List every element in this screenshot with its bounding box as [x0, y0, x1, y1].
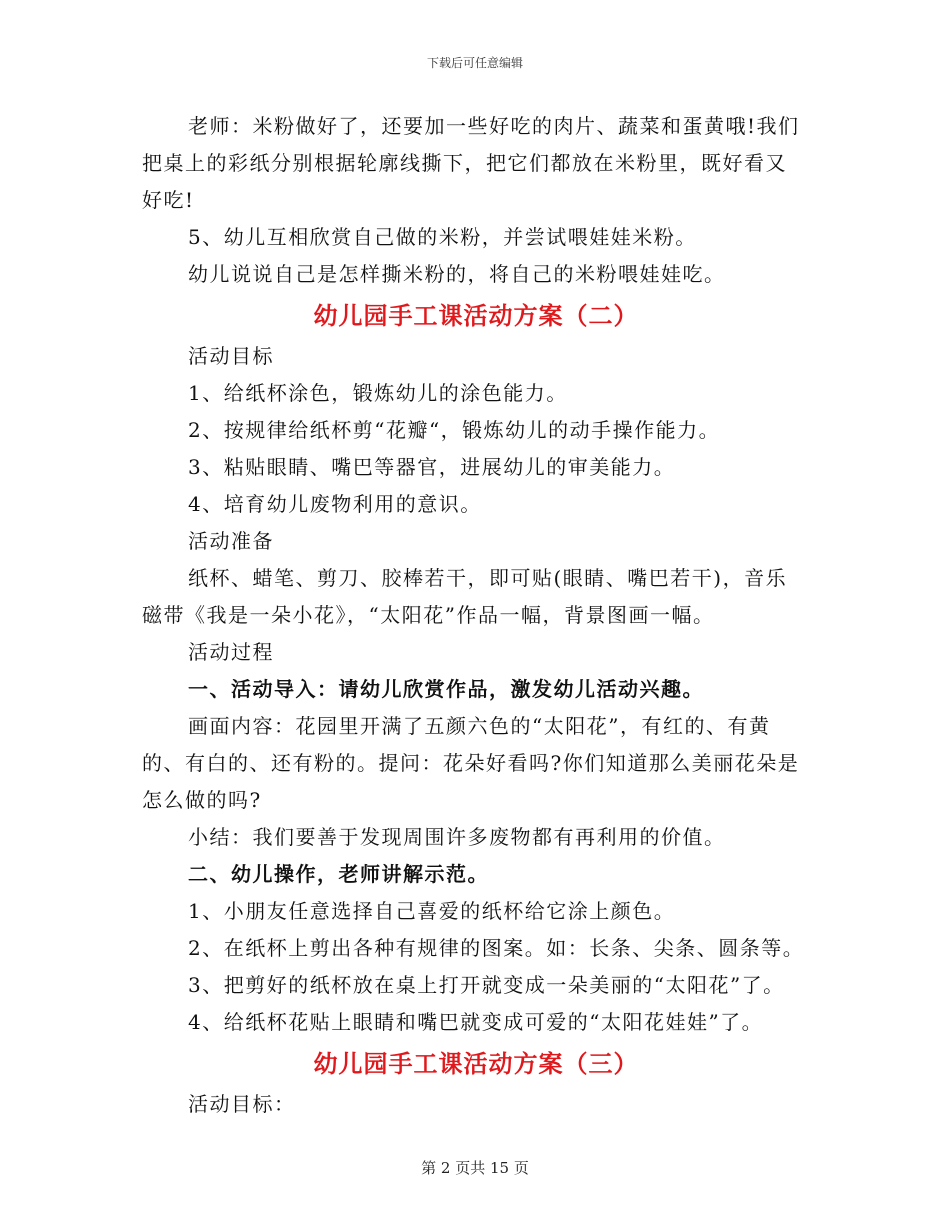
page-header: 下载后可任意编辑 [426, 56, 523, 70]
paragraph-line: 5、幼儿互相欣赏自己做的米粉，并尝试喂娃娃米粉。 [188, 225, 697, 249]
paragraph-line: 活动目标： [188, 1092, 296, 1116]
paragraph-line: 的、有白的、还有粉的。提问：花朵好看吗?你们知道那么美丽花朵是 [142, 751, 800, 775]
paragraph-line: 把桌上的彩纸分别根据轮廓线撕下，把它们都放在米粉里，既好看又 [142, 151, 787, 175]
paragraph-line: 4、给纸杯花贴上眼睛和嘴巴就变成可爱的“太阳花娃娃”了。 [188, 1010, 764, 1034]
paragraph-line: 1、小朋友任意选择自己喜爱的纸杯给它涂上颜色。 [188, 899, 676, 923]
paragraph-line: 磁带《我是一朵小花》，“太阳花”作品一幅，背景图画一幅。 [142, 603, 715, 627]
paragraph-line: 3、把剪好的纸杯放在桌上打开就变成一朵美丽的“太阳花”了。 [188, 973, 785, 997]
paragraph-line: 幼儿说说自己是怎样撕米粉的，将自己的米粉喂娃娃吃。 [188, 262, 726, 286]
paragraph-line: 画面内容：花园里开满了五颜六色的“太阳花”，有红的、有黄 [188, 714, 771, 738]
paragraph-line: 3、粘贴眼睛、嘴巴等器官，进展幼儿的审美能力。 [188, 455, 676, 479]
paragraph-line: 活动过程 [188, 640, 274, 664]
paragraph-line: 好吃! [142, 188, 195, 212]
paragraph-line: 二、幼儿操作，老师讲解示范。 [188, 862, 489, 886]
paragraph-line: 活动目标 [188, 344, 274, 368]
paragraph-line: 小结：我们要善于发现周围许多废物都有再利用的价值。 [188, 825, 726, 849]
paragraph-line: 2、在纸杯上剪出各种有规律的图案。如：长条、尖条、圆条等。 [188, 936, 805, 960]
paragraph-line: 活动准备 [188, 529, 274, 553]
document-body [142, 108, 810, 1123]
paragraph-line: 老师：米粉做好了，还要加一些好吃的肉片、蔬菜和蛋黄哦!我们 [188, 114, 800, 138]
paragraph-line: 2、按规律给纸杯剪“花瓣“，锻炼幼儿的动手操作能力。 [188, 418, 721, 442]
paragraph-line: 怎么做的吗? [142, 788, 262, 812]
paragraph-line: 纸杯、蜡笔、剪刀、胶棒若干，即可贴(眼睛、嘴巴若干)，音乐 [188, 566, 788, 590]
page-footer: 第 2 页共 15 页 [421, 1159, 529, 1177]
section-heading: 幼儿园手工课活动方案（三） [313, 1049, 639, 1078]
paragraph-line: 一、活动导入：请幼儿欣赏作品，激发幼儿活动兴趣。 [188, 677, 704, 701]
paragraph-line: 4、培育幼儿废物利用的意识。 [188, 492, 482, 516]
paragraph-line: 1、给纸杯涂色，锻炼幼儿的涂色能力。 [188, 381, 568, 405]
section-heading: 幼儿园手工课活动方案（二） [313, 301, 639, 330]
